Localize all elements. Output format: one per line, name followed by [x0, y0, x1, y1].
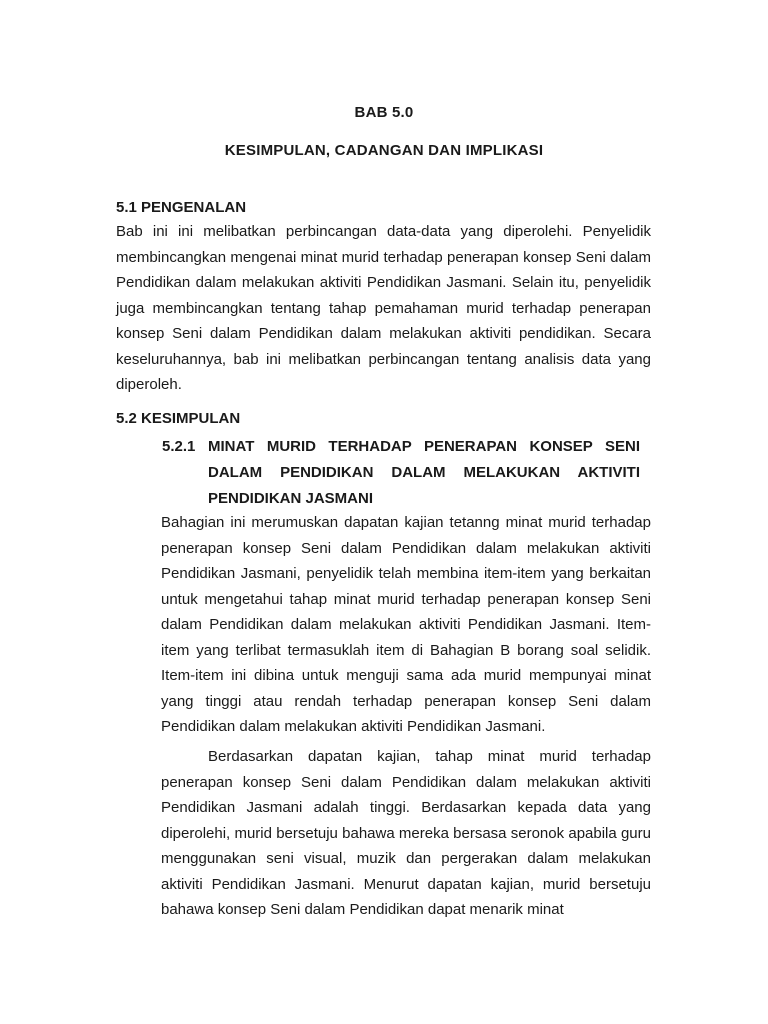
subsection-number: 5.2.1 — [162, 438, 196, 455]
subsection-heading-line-1 — [162, 434, 640, 460]
body-paragraph-1: Bahagian ini merumuskan dapatan kajian tetanng minat murid terhadap penerapan konsep Seni dalam Pendidikan dalam melakukan aktiviti Pendidikan Jasmani, penyelidik telah membina item-item yang berkaitan untuk mengetahui tahap minat murid terhadap penerapan konsep Seni dalam Pendidikan dalam melakukan aktiviti Pendidikan Jasmani. Item-item yang terlibat termasuklah item di Bahagian B borang soal selidik. Item-item ini dibina untuk menguji sama ada murid mempunyai minat yang tinggi atau rendah terhadap penerapan konsep Seni dalam Pendidikan dalam melakukan aktiviti Pendidikan Jasmani. — [161, 514, 651, 735]
subsection-title-line-3: PENDIDIKAN JASMANI — [208, 490, 374, 507]
intro-paragraph: Bab ini ini melibatkan perbincangan data-data yang diperolehi. Penyelidik membincangkan mengenai minat murid terhadap penerapan konsep Seni dalam Pendidikan dalam melakukan aktiviti Pendidikan Jasmani. Selain itu, penyelidik juga membincangkan tentang tahap pemahaman murid terhadap penerapan konsep Seni dalam Pendidikan dalam melakukan aktiviti pendidikan. Secara keseluruhannya, bab ini melibatkan perbincangan tentang analisis data yang diperoleh. — [116, 223, 651, 393]
body-paragraph-2: Berdasarkan dapatan kajian, tahap minat murid terhadap penerapan konsep Seni dalam Pendidikan dalam melakukan aktiviti Pendidikan Jasmani adalah tinggi. Berdasarkan kepada data yang diperolehi, murid bersetuju bahawa mereka bersasa seronok apabila guru menggunakan seni visual, muzik dan pergerakan dalam melakukan aktiviti Pendidikan Jasmani. Menurut dapatan kajian, murid bersetuju bahawa konsep Seni dalam Pendidikan dapat menarik minat — [161, 748, 651, 918]
subsection-title-line-2: DALAM PENDIDIKAN DALAM MELAKUKAN AKTIVITI — [208, 464, 640, 481]
section-heading-kesimpulan: 5.2 KESIMPULAN — [116, 410, 241, 427]
subsection-heading — [162, 434, 640, 512]
chapter-title: KESIMPULAN, CADANGAN DAN IMPLIKASI — [224, 142, 544, 159]
chapter-number: BAB 5.0 — [354, 104, 414, 121]
section-heading-pengenalan: 5.1 PENGENALAN — [116, 199, 247, 216]
subsection-title-line-1: MINAT MURID TERHADAP PENERAPAN KONSEP SENI — [208, 438, 640, 455]
